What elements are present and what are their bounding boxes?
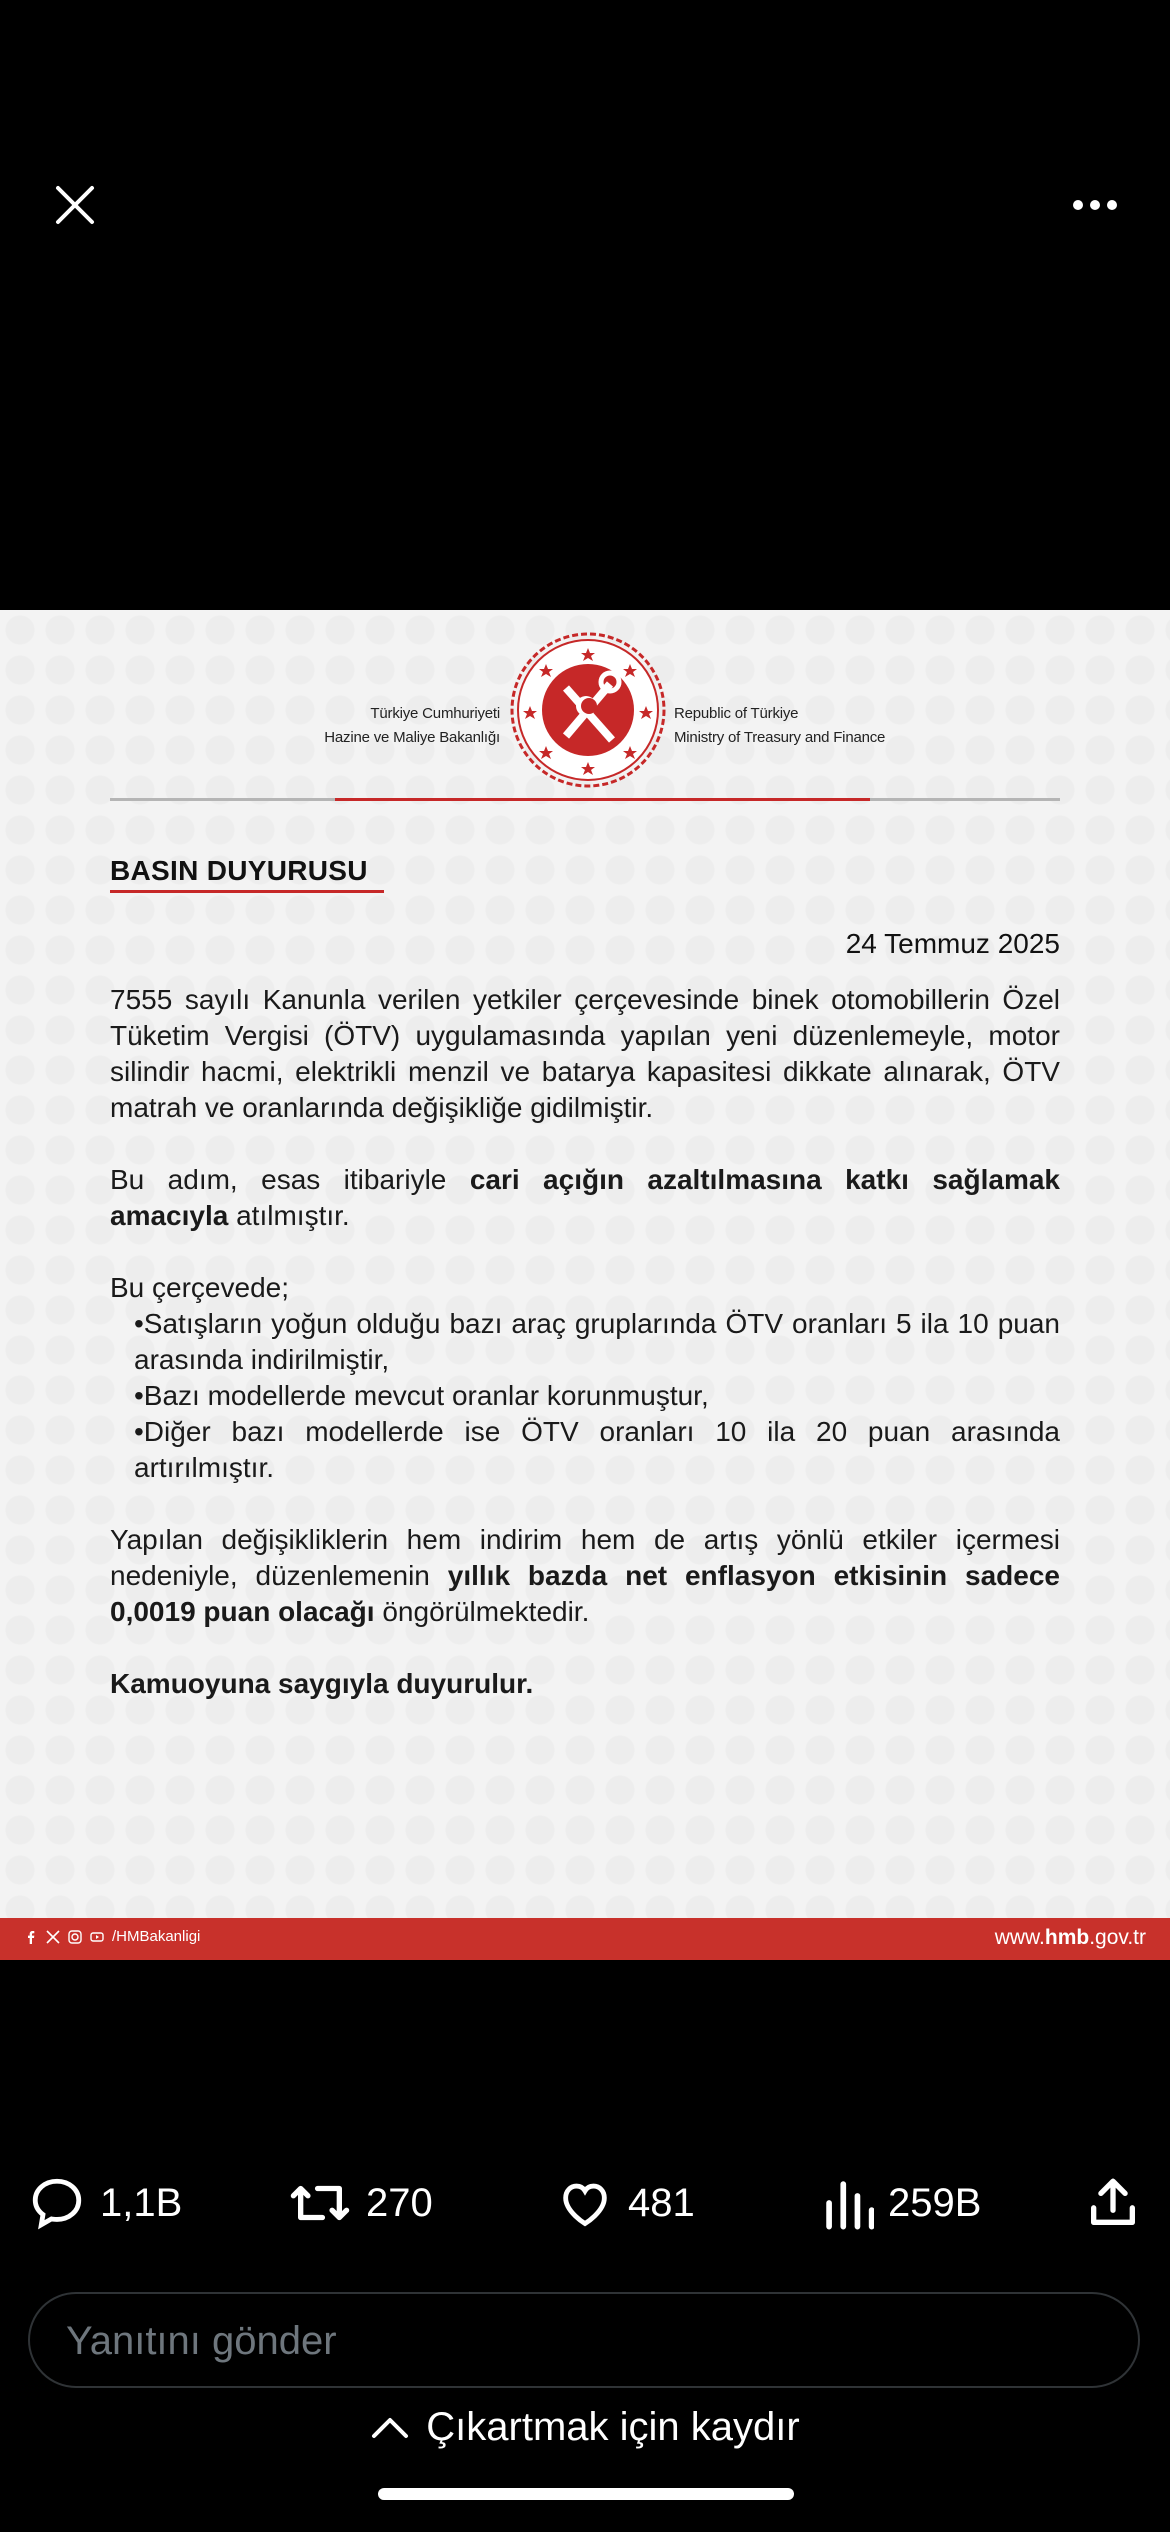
social-links <box>24 1928 200 1945</box>
text-run: .gov.tr <box>1089 1926 1146 1949</box>
text-run: atılmıştır. <box>228 1200 350 1231</box>
reply-button[interactable] <box>28 2168 182 2238</box>
org-line: Republic of Türkiye <box>674 705 799 722</box>
social-handle: /HMBakanligi <box>112 1928 201 1945</box>
bullet-list <box>110 1270 1060 1486</box>
paragraph: 7555 sayılı Kanunla verilen yetkiler çerçevesinde binek otomobillerin Özel Tüketim Vergisi (ÖTV) uygulamasında yapılan yeni düzenlemeyle, motor silindir hacmi, elektrikli menzil ve batarya kapasitesi dikkate alınarak, ÖTV matrah ve oranlarında değişikliğe gidilmiştir. <box>110 984 1060 1123</box>
share-icon <box>1084 2174 1142 2232</box>
letterhead <box>0 630 1170 795</box>
release-body <box>110 982 1060 1738</box>
org-name-en <box>674 702 885 750</box>
engagement-bar <box>0 2168 1170 2238</box>
views-button[interactable] <box>822 2168 981 2238</box>
facebook-icon <box>24 1930 38 1944</box>
ministry-seal-logo <box>508 630 668 790</box>
more-icon[interactable] <box>1070 195 1120 215</box>
closing <box>110 1666 1060 1702</box>
list-item: •Bazı modellerde mevcut oranlar korunmuştur, <box>134 1380 709 1411</box>
reply-count: 1,1B <box>100 2180 183 2225</box>
like-count: 481 <box>628 2180 695 2225</box>
text-bold: Kamuoyuna saygıyla duyurulur. <box>110 1668 534 1699</box>
x-icon <box>46 1930 60 1944</box>
close-icon[interactable] <box>50 180 100 230</box>
list-item: •Satışların yoğun olduğu bazı araç gruplarında ÖTV oranları 5 ila 10 puan arasında indirilmiştir, <box>134 1308 1060 1375</box>
reply-field[interactable] <box>28 2292 1140 2388</box>
views-count: 259B <box>888 2180 982 2225</box>
like-icon <box>556 2174 614 2232</box>
release-title: BASIN DUYURUSU <box>110 855 368 886</box>
divider <box>110 798 1060 801</box>
swipe-to-dismiss[interactable] <box>0 2405 1170 2450</box>
share-button[interactable] <box>1084 2168 1142 2238</box>
chevron-up-icon <box>370 2414 410 2442</box>
paragraph <box>110 1162 1060 1234</box>
home-indicator[interactable] <box>378 2488 794 2500</box>
org-name-tr <box>324 702 500 750</box>
org-line: Türkiye Cumhuriyeti <box>370 705 500 722</box>
reply-input[interactable] <box>64 2312 1068 2370</box>
youtube-icon <box>90 1930 104 1944</box>
org-line: Ministry of Treasury and Finance <box>674 729 886 746</box>
text-bold: yıllık bazda net enflasyon etkisinin sadece 0,0019 puan olacağı <box>110 1560 1060 1627</box>
list-item: •Diğer bazı modellerde ise ÖTV oranları 10 ila 20 puan arasında artırılmıştır. <box>134 1416 1060 1483</box>
repost-button[interactable] <box>288 2168 433 2238</box>
doc-footer <box>0 1918 1170 1960</box>
text-run: Yapılan değişikliklerin hem indirim hem de artış yönlü etkiler içermesi nedeniyle, düzenlemenin <box>110 1524 1060 1591</box>
website <box>995 1926 1146 1950</box>
org-line: Hazine ve Maliye Bakanlığı <box>324 729 500 746</box>
text-bold: cari açığın azaltılmasına katkı sağlamak amacıyla <box>110 1164 1060 1231</box>
views-icon <box>822 2174 874 2232</box>
text-run: öngörülmektedir. <box>374 1596 590 1627</box>
text-run: Bu adım, esas itibariyle <box>110 1164 470 1195</box>
press-release-image[interactable] <box>0 610 1170 1960</box>
paragraph <box>110 1522 1060 1630</box>
title-underline <box>110 890 384 893</box>
swipe-hint: Çıkartmak için kaydır <box>426 2405 800 2449</box>
reply-icon <box>28 2174 86 2232</box>
divider-accent <box>335 798 870 801</box>
like-button[interactable] <box>556 2168 695 2238</box>
release-date: 24 Temmuz 2025 <box>845 928 1060 959</box>
list-intro: Bu çerçevede; <box>110 1272 289 1303</box>
instagram-icon <box>68 1930 82 1944</box>
repost-icon <box>288 2174 352 2232</box>
text-run: www. <box>994 1926 1045 1949</box>
text-bold: hmb <box>1044 1926 1090 1949</box>
repost-count: 270 <box>366 2180 433 2225</box>
